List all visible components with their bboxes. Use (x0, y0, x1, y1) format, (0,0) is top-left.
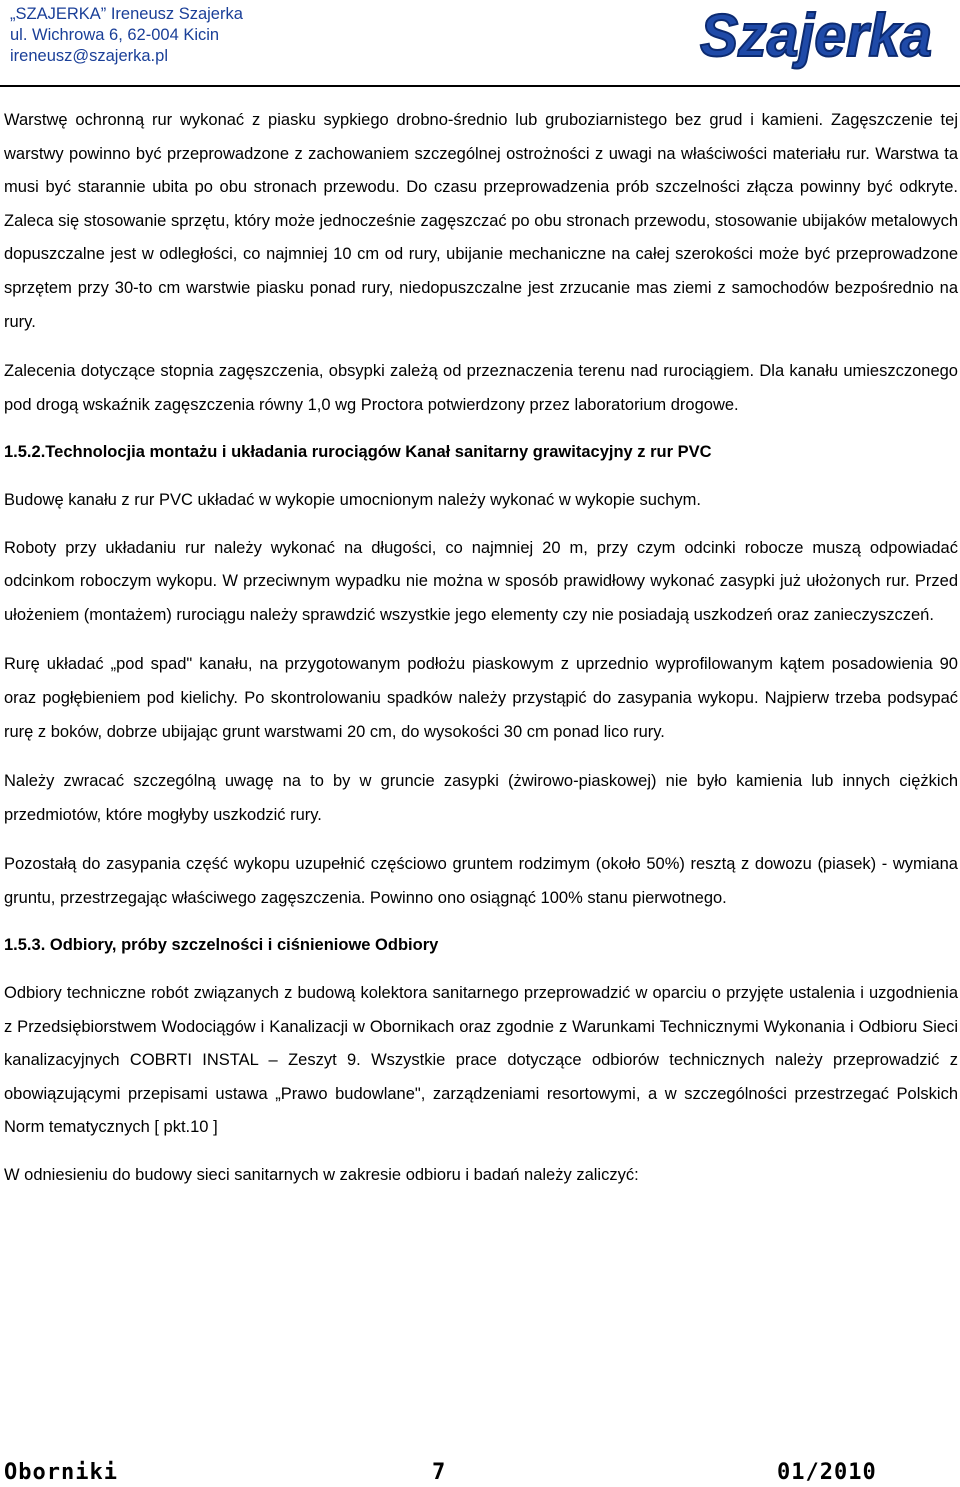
footer-page-number: 7 (432, 1460, 447, 1485)
paragraph: Warstwę ochronną rur wykonać z piasku sypkiego drobno-średnio lub gruboziarnistego bez grud i kamieni. Zagęszczenie tej warstwy powinno być przeprowadzone z zachowaniem szczególnej ostrożności z uwagi na właściwości materiału rur. Warstwa ta musi być starannie ubita po obu stronach przewodu. Do czasu przeprowadzenia prób szczelności złącza powinny być odkryte. Zaleca się stosowanie sprzętu, który może jednocześnie zagęszczać po obu stronach przewodu, stosowanie ubijaków metalowych dopuszczalne jest w odległości, co najmniej 10 cm od rury, ubijanie mechaniczne na całej szerokości może być przeprowadzone sprzętem przy 30-to cm warstwie piasku ponad rury, niedopuszczalne jest zrzucanie mas ziemi z samochodów bezpośrednio na rury. (4, 111, 958, 331)
paragraph: Budowę kanału z rur PVC układać w wykopie umocnionym należy wykonać w wykopie suchym. (4, 490, 701, 509)
paragraph: Odbiory techniczne robót związanych z budową kolektora sanitarnego przeprowadzić w oparciu o przyjęte ustalenia i uzgodnienia z Przedsiębiorstwem Wodociągów i Kanalizacji w Obornikach oraz zgodnie z Warunkami Technicznymi Wykonania i Odbioru Sieci kanalizacyjnych COBRTI INSTAL – Zeszyt 9. Wszystkie prace dotyczące odbiorów technicznych należy przeprowadzić z obowiązującymi przepisami ustawa „Prawo budowlane", zarządzeniami resortowymi, a w szczególności przestrzegać Polskich Norm tematycznych [ pkt.10 ] (4, 984, 958, 1137)
footer-place: Oborniki (4, 1460, 118, 1485)
page-footer (0, 1458, 960, 1487)
paragraph: Pozostałą do zasypania część wykopu uzupełnić częściowo gruntem rodzimym (około 50%) resztą z dowozu (piasek) - wymiana gruntu, przestrzegając właściwego zagęszczenia. Powinno ono osiągnąć 100% stanu pierwotnego. (4, 855, 958, 907)
company-email: ireneusz@szajerka.pl (10, 47, 168, 65)
company-address: ul. Wichrowa 6, 62-004 Kicin (10, 26, 220, 44)
page-header (0, 0, 960, 80)
paragraph: Należy zwracać szczególną uwagę na to by w gruncie zasypki (żwirowo-piaskowej) nie było kamienia lub innych ciężkich przedmiotów, które mogłyby uszkodzić rury. (4, 772, 958, 824)
company-name: „SZAJERKA” Ireneusz Szajerka (10, 5, 243, 23)
header-rule (0, 85, 960, 87)
paragraph: Zalecenia dotyczące stopnia zagęszczenia, obsypki zależą od przeznaczenia terenu nad rurociągiem. Dla kanału umieszczonego pod drogą wskaźnik zagęszczenia równy 1,0 wg Proctora potwierdzony przez laboratorium drogowe. (4, 362, 958, 414)
paragraph: W odniesieniu do budowy sieci sanitarnych w zakresie odbioru i badań należy zaliczyć: (4, 1166, 639, 1185)
company-info (10, 4, 243, 67)
footer-date: 01/2010 (777, 1460, 877, 1485)
paragraph: Roboty przy układaniu rur należy wykonać na długości, co najmniej 20 m, przy czym odcinki robocze muszą odpowiadać odcinkom roboczym wykopu. W przeciwnym wypadku nie można w sposób prawidłowy wykonać zasypki już ułożonych rur. Przed ułożeniem (montażem) rurociągu należy sprawdzić wszystkie jego elementy czy nie posiadają uszkodzeń oraz zanieczyszczeń. (4, 538, 958, 624)
svg-text:Szajerka: Szajerka (700, 2, 932, 69)
szajerka-logo (696, 0, 936, 76)
document-body (4, 104, 958, 1209)
section-heading: 1.5.3. Odbiory, próby szczelności i ciśnieniowe Odbiory (4, 936, 439, 955)
paragraph: Rurę układać „pod spad" kanału, na przygotowanym podłożu piaskowym z uprzednio wyprofilowanym kątem posadowienia 90 oraz pogłębieniem pod kielichy. Po skontrolowaniu spadków należy przystąpić do zasypania wykopu. Najpierw trzeba podsypać rurę z boków, dobrze ubijając grunt warstwami 20 cm, do wysokości 30 cm ponad lico rury. (4, 655, 958, 741)
section-heading: 1.5.2.Technolocjia montażu i układania rurociągów Kanał sanitarny grawitacyjny z rur PVC (4, 443, 712, 462)
